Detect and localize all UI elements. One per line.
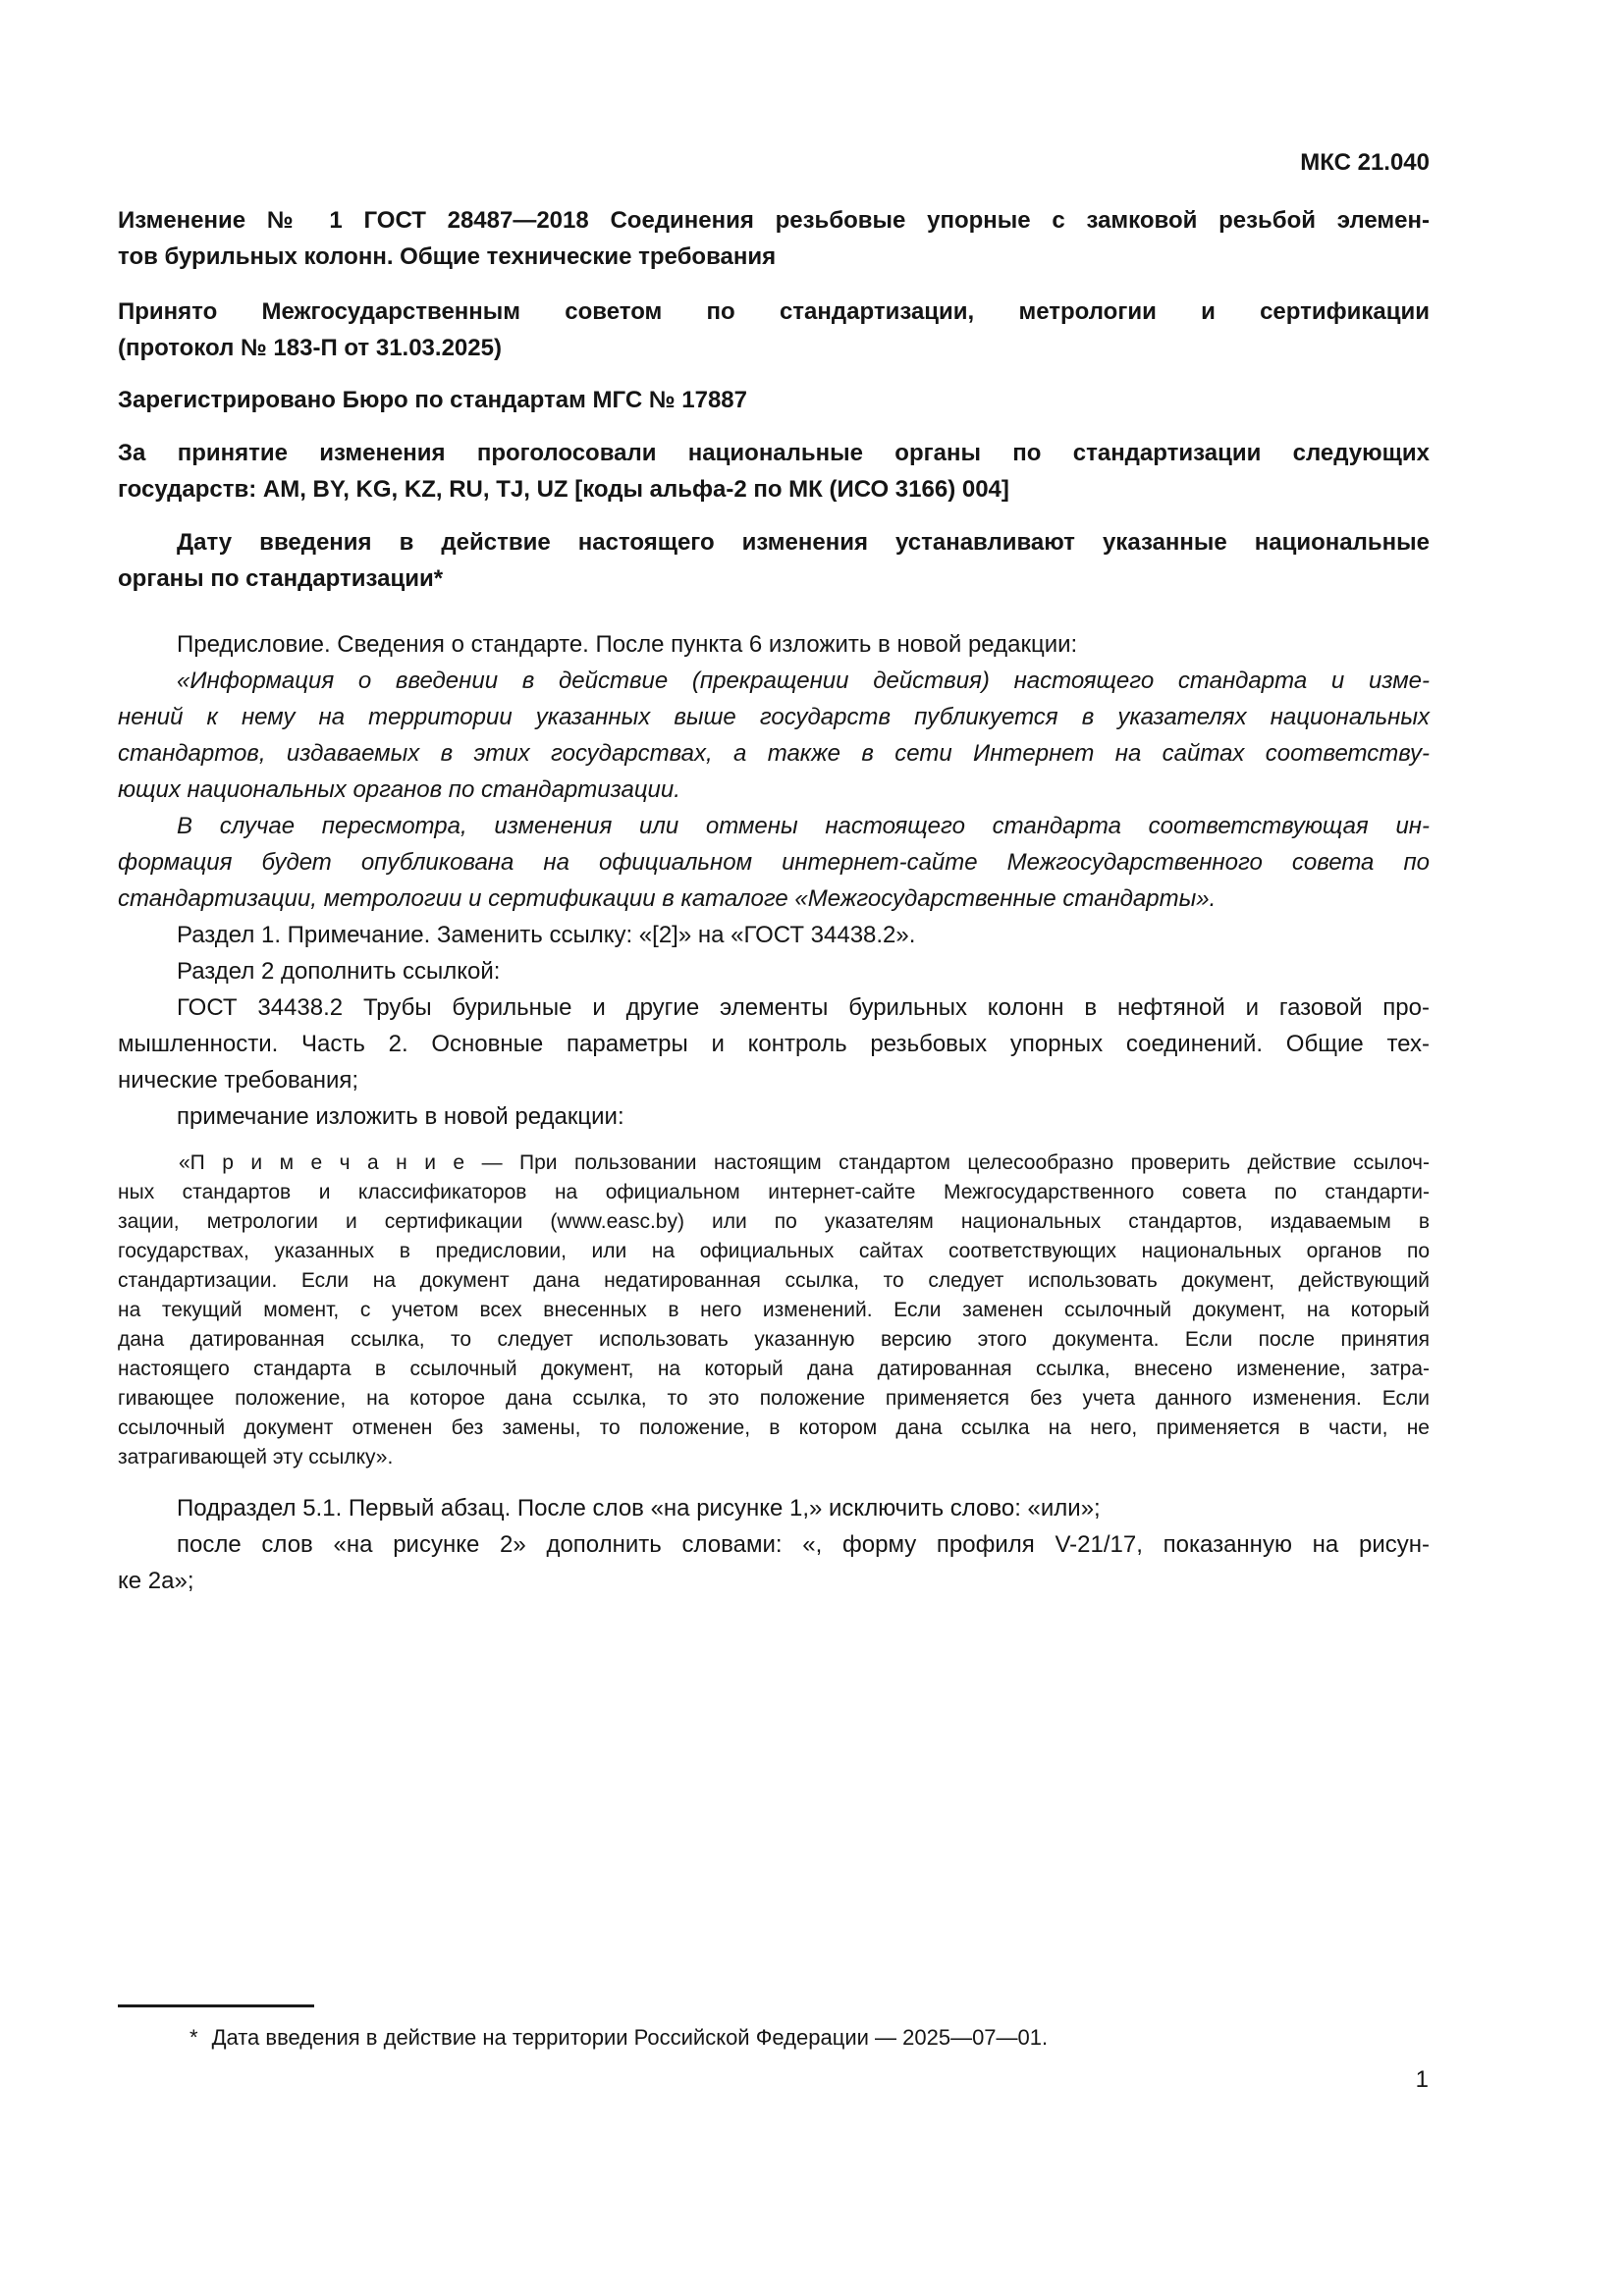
text-line: стандартов, издаваемых в этих государствах, а также в сети Интернет на сайтах соответству-	[118, 740, 1430, 767]
text-line: примечание изложить в новой редакции:	[177, 1103, 624, 1130]
text-line: на текущий момент, с учетом всех внесенных в него изменений. Если заменен ссылочный документ, на который	[118, 1299, 1430, 1321]
text-line: Зарегистрировано Бюро по стандартам МГС № 17887	[118, 387, 747, 413]
text-line: Изменение № 1 ГОСТ 28487—2018 Соединения резьбовые упорные с замковой резьбой элемен-	[118, 207, 1430, 234]
paragraph-subsection-5-1-add	[118, 1526, 1430, 1599]
footnote-rule	[118, 2004, 314, 2007]
footnote-text	[118, 2023, 1430, 2053]
text-line: Раздел 1. Примечание. Заменить ссылку: «[2]» на «ГОСТ 34438.2».	[177, 922, 916, 948]
text-line: государств: AM, BY, KG, KZ, RU, TJ, UZ [коды альфа-2 по МК (ИСО 3166) 004]	[118, 476, 1009, 503]
text-line: ющих национальных органов по стандартизации.	[118, 776, 680, 803]
text-line: За принятие изменения проголосовали национальные органы по стандартизации следующих	[118, 440, 1430, 466]
text-line: Подраздел 5.1. Первый абзац. После слов «на рисунке 1,» исключить слово: «или»;	[177, 1495, 1101, 1522]
text-line: (протокол № 183-П от 31.03.2025)	[118, 335, 502, 361]
paragraph-section-2	[118, 953, 1430, 989]
text-line: ссылочный документ отменен без замены, то положение, в котором дана ссылка на него, применяется в части, не	[118, 1416, 1430, 1439]
paragraph-accepted	[118, 294, 1430, 366]
text-line: настоящего стандарта в ссылочный документ, на который дана датированная ссылка, внесено изменение, затра-	[118, 1358, 1430, 1380]
text-line: стандартизации, метрологии и сертификации в каталоге «Межгосударственные стандарты».	[118, 885, 1217, 912]
text-line: нений к нему на территории указанных выше государств публикуется в указателях национальных	[118, 704, 1430, 730]
text-line: государствах, указанных в предисловии, или на официальных сайтах соответствующих национальных органов по	[118, 1240, 1430, 1262]
text-line: Дату введения в действие настоящего изменения устанавливают указанные национальные	[177, 529, 1430, 556]
text-line: органы по стандартизации*	[118, 565, 444, 592]
text-line: зации, метрологии и сертификации (www.easc.by) или по указателям национальных стандартов, издаваемым в	[118, 1210, 1430, 1233]
text-line: «Информация о введении в действие (прекращении действия) настоящего стандарта и изме-	[177, 667, 1430, 694]
document-content	[118, 147, 1430, 1599]
document-body	[118, 202, 1430, 1599]
text-line: ГОСТ 34438.2 Трубы бурильные и другие элементы бурильных колонн в нефтяной и газовой про-	[177, 994, 1430, 1021]
text-line: ке 2а»;	[118, 1568, 194, 1594]
paragraph-gost-34438	[118, 989, 1430, 1098]
text-line: гивающее положение, на которое дана ссылка, то это положение применяется без учета данного изменения. Если	[118, 1387, 1430, 1410]
text-line: «П р и м е ч а н и е — При пользовании настоящим стандартом целесообразно проверить действие ссылоч-	[179, 1151, 1430, 1174]
mks-classification-code: МКС 21.040	[1300, 149, 1430, 176]
paragraph-title	[118, 202, 1430, 275]
footnote-block	[118, 2004, 1430, 2053]
paragraph-foreword-quote-2	[118, 808, 1430, 917]
footnote-body: Дата введения в действие на территории Российской Федерации — 2025—07—01.	[211, 2025, 1049, 2050]
paragraph-subsection-5-1	[118, 1490, 1430, 1526]
text-line: Предисловие. Сведения о стандарте. После пункта 6 изложить в новой редакции:	[177, 631, 1078, 658]
page-number: 1	[1415, 2066, 1429, 2093]
text-line: нические требования;	[118, 1067, 359, 1094]
text-line: Принято Межгосударственным советом по стандартизации, метрологии и сертификации	[118, 298, 1430, 325]
text-line: стандартизации. Если на документ дана недатированная ссылка, то следует использовать документ, действующий	[118, 1269, 1430, 1292]
text-line: Раздел 2 дополнить ссылкой:	[177, 958, 501, 985]
paragraph-note-intro	[118, 1098, 1430, 1135]
paragraph-note	[118, 1148, 1430, 1472]
paragraph-foreword-quote-1	[118, 663, 1430, 808]
paragraph-section-1	[118, 917, 1430, 953]
text-line: тов бурильных колонн. Общие технические требования	[118, 243, 777, 270]
paragraph-effective-date	[118, 524, 1430, 597]
text-line: мышленности. Часть 2. Основные параметры и контроль резьбовых упорных соединений. Общие тех-	[118, 1031, 1430, 1057]
text-line: формация будет опубликована на официальном интернет-сайте Межгосударственного совета по	[118, 849, 1430, 876]
paragraph-voted	[118, 435, 1430, 507]
footnote-marker: *	[189, 2025, 198, 2050]
text-line: после слов «на рисунке 2» дополнить словами: «, форму профиля V-21/17, показанную на рисун-	[177, 1531, 1430, 1558]
text-line: ных стандартов и классификаторов на официальном интернет-сайте Межгосударственного совета по стандарти-	[118, 1181, 1430, 1203]
paragraph-registered	[118, 382, 1430, 418]
text-line: дана датированная ссылка, то следует использовать указанную версию этого документа. Если после принятия	[118, 1328, 1430, 1351]
text-line: В случае пересмотра, изменения или отмены настоящего стандарта соответствующая ин-	[177, 813, 1430, 839]
text-line: затрагивающей эту ссылку».	[118, 1446, 394, 1468]
paragraph-foreword-intro	[118, 626, 1430, 663]
